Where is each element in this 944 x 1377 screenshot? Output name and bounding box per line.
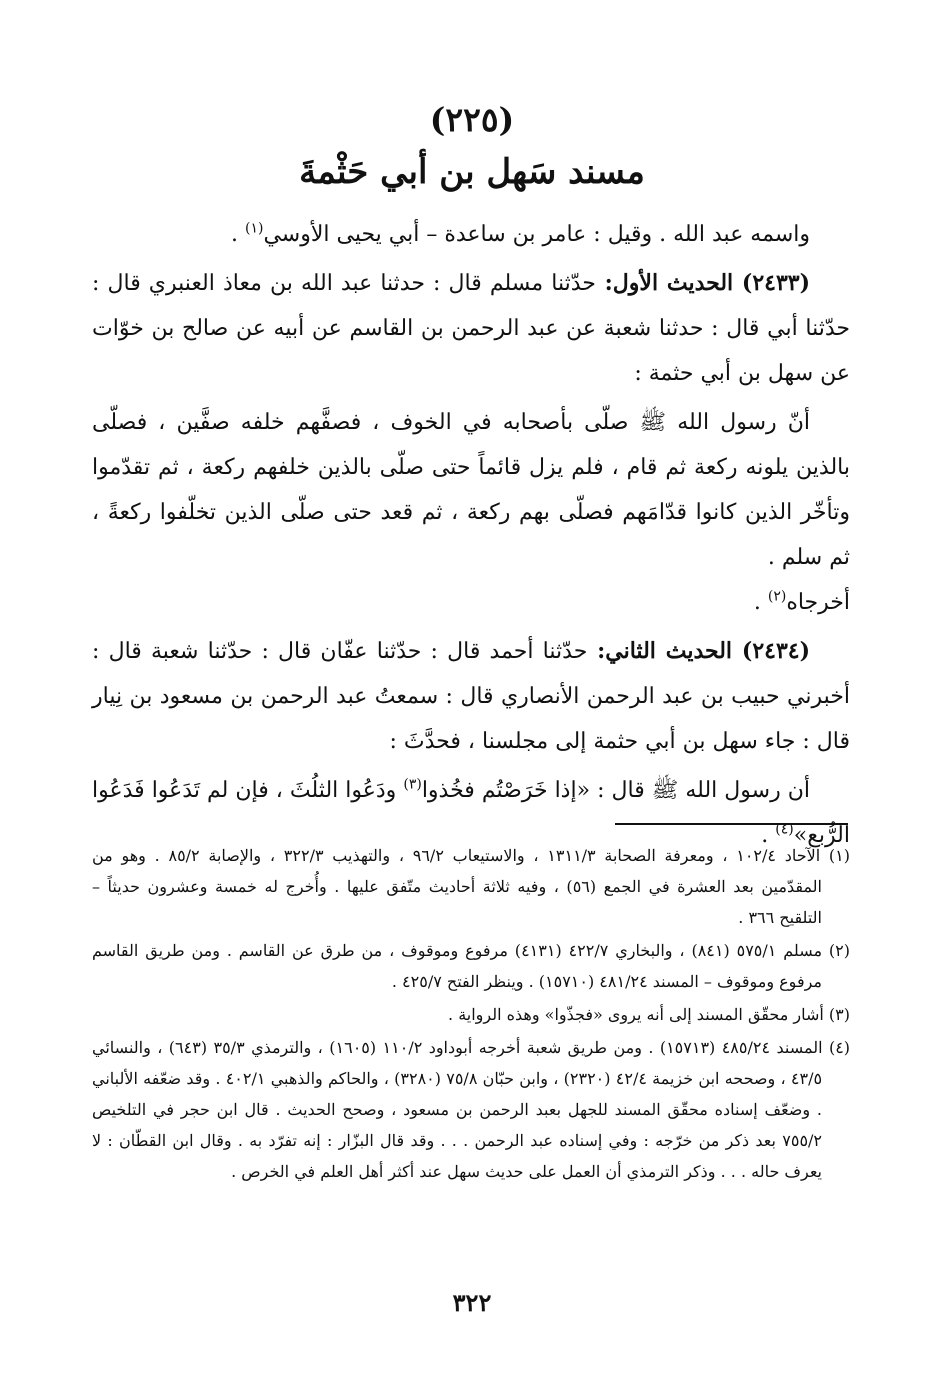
hadith-1-matn: أنّ رسول الله ﷺ صلّى بأصحابه في الخوف ، فصفَّهم خلفه صفَّين ، فصلّى بالذين يلونه ركعة ثم قام ، فلم يزل قائماً حتى صلّى بالذين خلفهم ركعة ، ثم تقدّموا وتأخّر الذين كانوا قدّامَهم فصلّى بهم ركعة ، ثم قعد حتى صلّى الذين تخلّفوا ركعةً ، ثم سلم . [92,410,850,570]
intro-text: واسمه عبد الله . وقيل : عامر بن ساعدة – أبي يحيى الأوسي [263,222,810,247]
hadith-1-label: الحديث الأول: [595,270,742,296]
footnote-ref: (٤) [775,821,794,838]
takhrij-text: أخرجاه [786,590,850,615]
footnote-2: (٢) مسلم ٥٧٥/١ (٨٤١) ، والبخاري ٤٢٢/٧ (٤١٣١) مرفوع وموقوف ، من طرق عن القاسم . ومن طريق القاسم مرفوع وموقوف – المسند ٤٨١/٢٤ (١٥٧١٠) . وينظر الفتح ٤٢٥/٧ . [92,941,851,991]
footnote-ref: (٣) [403,776,422,793]
takhrij-end: . [753,590,768,615]
hadith-1-number: (٢٤٣٣) [741,270,811,296]
hadith-2-number: (٢٤٣٤) [741,638,810,664]
main-text [92,212,850,858]
footnote-ref: (٢) [767,588,787,605]
intro-end: . [230,222,245,247]
intro-paragraph [92,212,850,257]
hadith-2-isnad-text: حدّثنا أحمد قال : حدّثنا عفّان قال : حدّثنا شعبة قال : أخبرني حبيب بن عبد الرحمن الأنصاري قال : سمعتُ عبد الرحمن بن مسعود بن نِيار قال : جاء سهل بن أبي حثمة إلى مجلسنا ، فحدَّثَ : [92,639,850,754]
footnote-ref: (١) [244,220,264,237]
section-number: (٢٢٥) [429,100,515,139]
page-number: ٣٢٢ [452,1288,492,1317]
hadith-1-isnad-text: حدّثنا مسلم قال : حدثنا عبد الله بن معاذ العنبري قال : حدّثنا أبي قال : حدثنا شعبة عن عبد الرحمن بن القاسم عن أبيه عن صالح بن خوّات عن سهل بن أبي حثمة : [92,271,850,386]
matn-mid: ودَعُوا الثلُثَ ، فإن لم تَدَعُوا فَدَعُوا الرُّبع» [92,778,850,848]
footnote-3: (٣) أشار محقّق المسند إلى أنه يروى «فجذّوا» وهذه الرواية . [448,1005,850,1024]
hadith-2-label: الحديث الثاني: [587,638,742,664]
matn-start: أن رسول الله ﷺ قال : «إذا خَرَصْتُم فخُذوا [421,778,810,803]
hadith-1-takhrij [92,580,850,625]
footnotes [92,840,850,1189]
section-title: مسند سَهل بن أبي حَثْمةَ [299,152,645,192]
matn-end: . [761,823,776,848]
footnote-divider [615,823,848,825]
footnote-1: (١) الآحاد ١٠٢/٤ ، ومعرفة الصحابة ١٣١١/٣ ، والاستيعاب ٩٦/٢ ، والتهذيب ٣٢٢/٣ ، والإصابة ٨٥/٢ . وهو من المقدّمين بعد العشرة في الجمع (٥٦) ، وفيه ثلاثة أحاديث متّفق عليها . وأُخرج له خمسة وعشرون حديثاً – التلقيح ٣٦٦ . [92,846,851,927]
footnote-4: (٤) المسند ٤٨٥/٢٤ (١٥٧١٣) . ومن طريق شعبة أخرجه أبوداود ١١٠/٢ (١٦٠٥) ، والترمذي ٣٥/٣ (٦٤٣) ، والنسائي ٤٣/٥ ، وصححه ابن خزيمة ٤٢/٤ (٢٣٢٠) ، وابن حبّان ٧٥/٨ (٣٢٨٠) ، والحاكم والذهبي ٤٠٢/١ . وقد ضعّفه الألباني . وضعّف إسناده محقّق المسند للجهل بعبد الرحمن بن مسعود ، وصحح الحديث . قال ابن حجر في التلخيص ٧٥٥/٢ بعد ذكر من خرّجه : وفي إسناده عبد الرحمن . . . وقد قال البزّار : إنه تفرّد به . وقال ابن القطّان : لا يعرف حاله . . . وذكر الترمذي أن العمل على حديث سهل عند أكثر أهل العلم في الخرص . [92,1038,851,1181]
hadith-2-isnad [92,629,850,764]
hadith-1-isnad [92,261,850,396]
